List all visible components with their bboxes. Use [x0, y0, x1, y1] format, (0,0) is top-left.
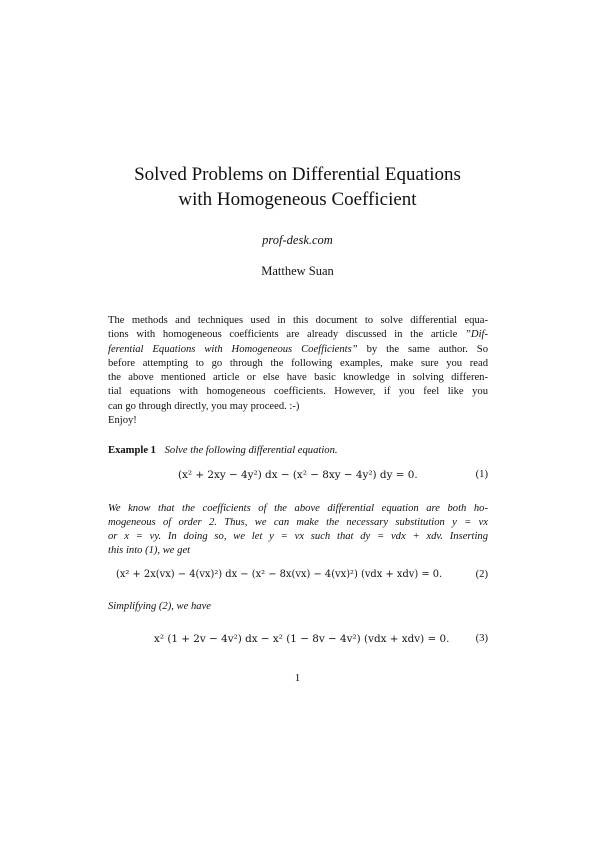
explanation-line: or x = vy. In doing so, we let y = vx such that dy = vdx + xdv. Inserting [108, 531, 488, 542]
example-instruction: Solve the following differential equation. [164, 445, 338, 456]
equation-2 [108, 569, 488, 585]
explanation-line: We know that the coefficients of the above differential equation are both ho- [108, 503, 488, 514]
page-number: 1 [294, 672, 301, 684]
simplify-line: Simplifying (2), we have [108, 601, 211, 612]
intro-line: before attempting to go through the following examples, make sure you read [108, 357, 488, 369]
simplify-paragraph [108, 600, 488, 614]
explanation-paragraph [108, 502, 488, 558]
equation-1 [108, 469, 488, 485]
article-title-end: ferential Equations with Homogeneous Coefficients” [108, 343, 358, 355]
intro-line: the above mentioned article or else have basic knowledge in solving differen- [108, 372, 488, 384]
article-title-start: ”Dif- [465, 329, 488, 341]
title-line-1: Solved Problems on Differential Equations [134, 164, 461, 185]
intro-line: The methods and techniques used in this document to solve differential equa- [108, 315, 488, 326]
equation-3-number: (3) [475, 633, 488, 644]
intro-text: by the same author. So [357, 343, 488, 355]
equation-1-number: (1) [475, 469, 488, 480]
equation-2-body: (x² + 2x(vx) − 4(vx)²) dx − (x² − 8x(vx) − 4(vx)²) (vdx + xdv) = 0. [116, 569, 443, 580]
explanation-line: this into (1), we get [108, 545, 191, 556]
equation-1-body: (x² + 2xy − 4y²) dx − (x² − 8xy − 4y²) dy = 0. [178, 469, 418, 481]
intro-text: tions with homogeneous coefficients are already discussed in the article [108, 329, 466, 341]
intro-line: tial equations with homogeneous coefficients. However, if you feel like you [108, 386, 488, 398]
example-label: Example 1 [108, 445, 156, 456]
intro-line: Enjoy! [108, 415, 137, 427]
intro-line [108, 343, 488, 357]
document-title [0, 162, 595, 212]
equation-3 [108, 633, 488, 649]
intro-line [108, 328, 488, 342]
explanation-line: mogeneous of order 2. Thus, we can make the necessary substitution y = vx [108, 517, 488, 528]
title-line-2: with Homogeneous Coefficient [178, 189, 417, 210]
author-name: Matthew Suan [261, 264, 334, 278]
equation-3-body: x² (1 + 2v − 4v²) dx − x² (1 − 8v − 4v²) (vdx + xdv) = 0. [154, 633, 450, 645]
intro-line: can go through directly, you may proceed. :-) [108, 400, 300, 412]
intro-paragraph [108, 314, 488, 428]
website: prof-desk.com [262, 233, 333, 247]
example-heading [108, 445, 338, 456]
equation-2-number: (2) [475, 569, 488, 580]
